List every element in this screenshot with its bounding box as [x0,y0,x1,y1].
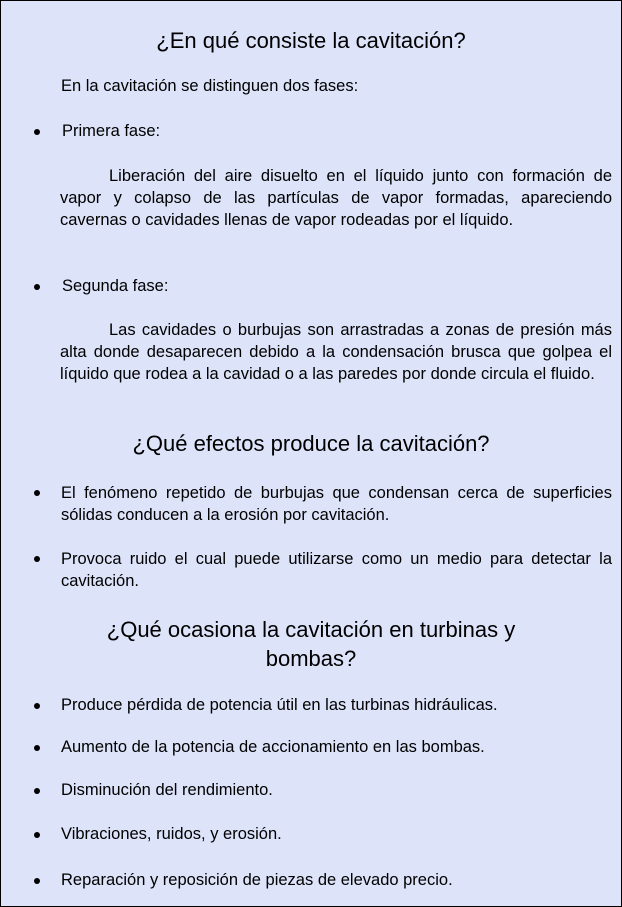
effects-list-item: El fenómeno repetido de burbujas que condensan cerca de superficies sólidas conducen a la erosión por cavitación. [61,484,612,524]
consequences-list-item: Vibraciones, ruidos, y erosión. [61,825,282,843]
bullet-icon [34,745,40,751]
bullet-icon [34,284,40,290]
bullet-icon [34,703,40,709]
heading-line-2: bombas? [265,646,357,671]
bullet-icon [34,832,40,838]
document-page [1,1,621,906]
phase1-text: Liberación del aire disuelto en el líquido junto con formación de vapor y colapso de las partículas de vapor formadas, apareciendo cavernas o cavidades llenas de vapor rodeadas por el líquido. [60,167,612,229]
phase1-label: Primera fase: [62,122,161,140]
heading-line-1: ¿Qué ocasiona la cavitación en turbinas y [106,617,516,642]
phase2-text: Las cavidades o burbujas son arrastradas a zonas de presión más alta donde desaparecen debido a la condensación brusca que golpea el líquido que rodea a la cavidad o a las paredes por donde circula el fluido. [60,321,612,383]
heading-cavitation-definition: ¿En qué consiste la cavitación? [156,28,466,53]
heading-cavitation-effects: ¿Qué efectos produce la cavitación? [132,431,490,456]
consequences-list-item: Reparación y reposición de piezas de elevado precio. [61,871,453,889]
heading-cavitation-consequences [1,615,621,673]
bullet-icon [34,129,40,135]
consequences-list-item: Produce pérdida de potencia útil en las turbinas hidráulicas. [61,696,498,714]
phase2-label: Segunda fase: [62,277,169,295]
bullet-icon [34,490,40,496]
intro-text: En la cavitación se distinguen dos fases: [61,77,359,95]
consequences-list-item: Disminución del rendimiento. [61,781,273,799]
effects-list-item: Provoca ruido el cual puede utilizarse como un medio para detectar la cavitación. [61,550,612,590]
bullet-icon [34,788,40,794]
bullet-icon [34,556,40,562]
bullet-icon [34,878,40,884]
consequences-list-item: Aumento de la potencia de accionamiento en las bombas. [61,738,485,756]
